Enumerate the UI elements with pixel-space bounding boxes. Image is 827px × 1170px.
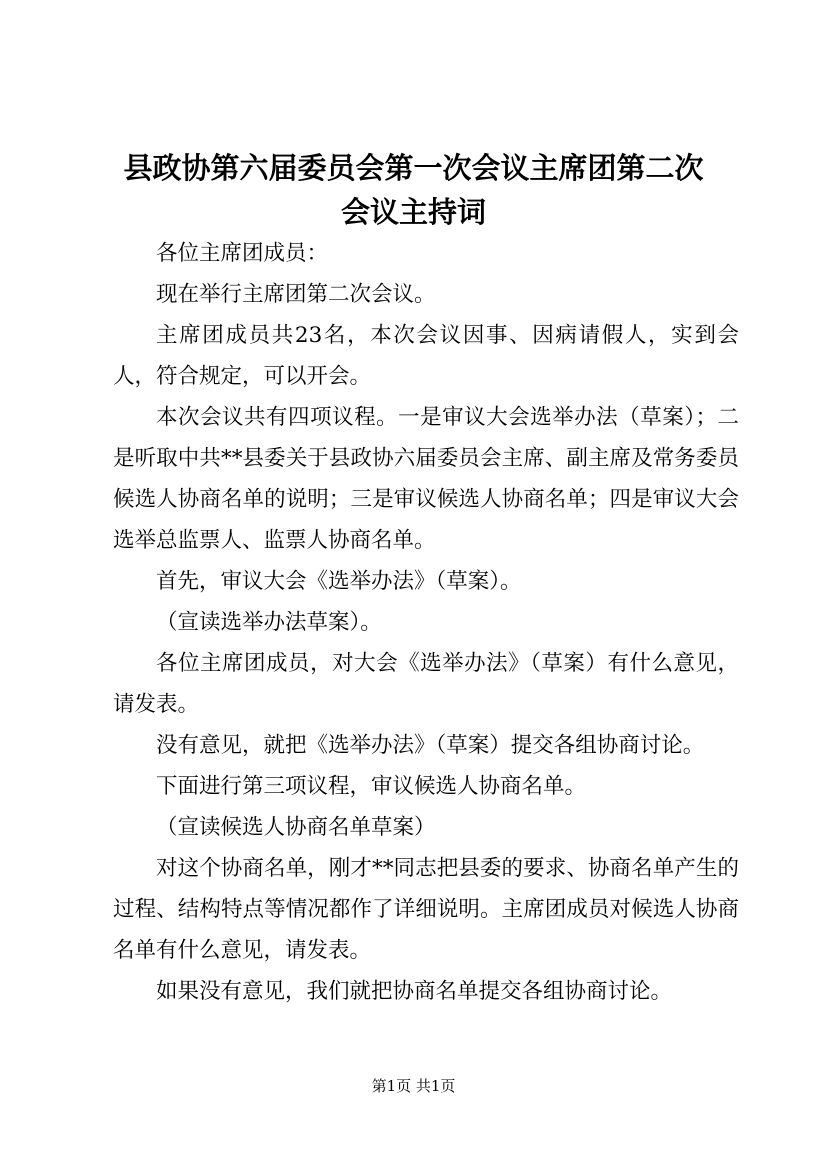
title-line-1: 县政协第六届委员会第一次会议主席团第二次	[123, 151, 704, 185]
paragraph: 没有意见，就把《选举办法》（草案）提交各组协商讨论。	[156, 733, 705, 758]
paragraph: （宣读选举办法草案）。	[156, 610, 382, 635]
title-line-2: 会议主持词	[340, 195, 486, 229]
paragraph: 首先，审议大会《选举办法》（草案）。	[156, 569, 522, 594]
paragraph: 对这个协商名单，刚才**同志把县委的要求、协商名单产生的过程、结构特点等情况都作了详细说明。主席团成员对候选人协商名单有什么意见，请发表。	[113, 856, 739, 963]
paragraph: 本次会议共有四项议程。一是审议大会选举办法（草案）；二是听取中共**县委关于县政协六届委员会主席、副主席及常务委员候选人协商名单的说明；三是审议候选人协商名单；四是审议大会选举总监票人、监票人协商名单。	[113, 405, 739, 553]
paragraph: （宣读候选人协商名单草案）	[156, 815, 436, 840]
paragraph: 现在举行主席团第二次会议。	[156, 282, 436, 307]
document-body	[113, 233, 739, 1012]
paragraph: 各位主席团成员，对大会《选举办法》（草案）有什么意见，请发表。	[113, 651, 739, 717]
page-footer: 第1页 共1页	[371, 1077, 456, 1095]
paragraph: 下面进行第三项议程，审议候选人协商名单。	[156, 774, 587, 799]
paragraph: 主席团成员共23名，本次会议因事、因病请假人，实到会人，符合规定，可以开会。	[113, 323, 739, 389]
paragraph: 各位主席团成员：	[156, 241, 329, 266]
paragraph: 如果没有意见，我们就把协商名单提交各组协商讨论。	[156, 979, 673, 1004]
document-title	[100, 146, 727, 234]
